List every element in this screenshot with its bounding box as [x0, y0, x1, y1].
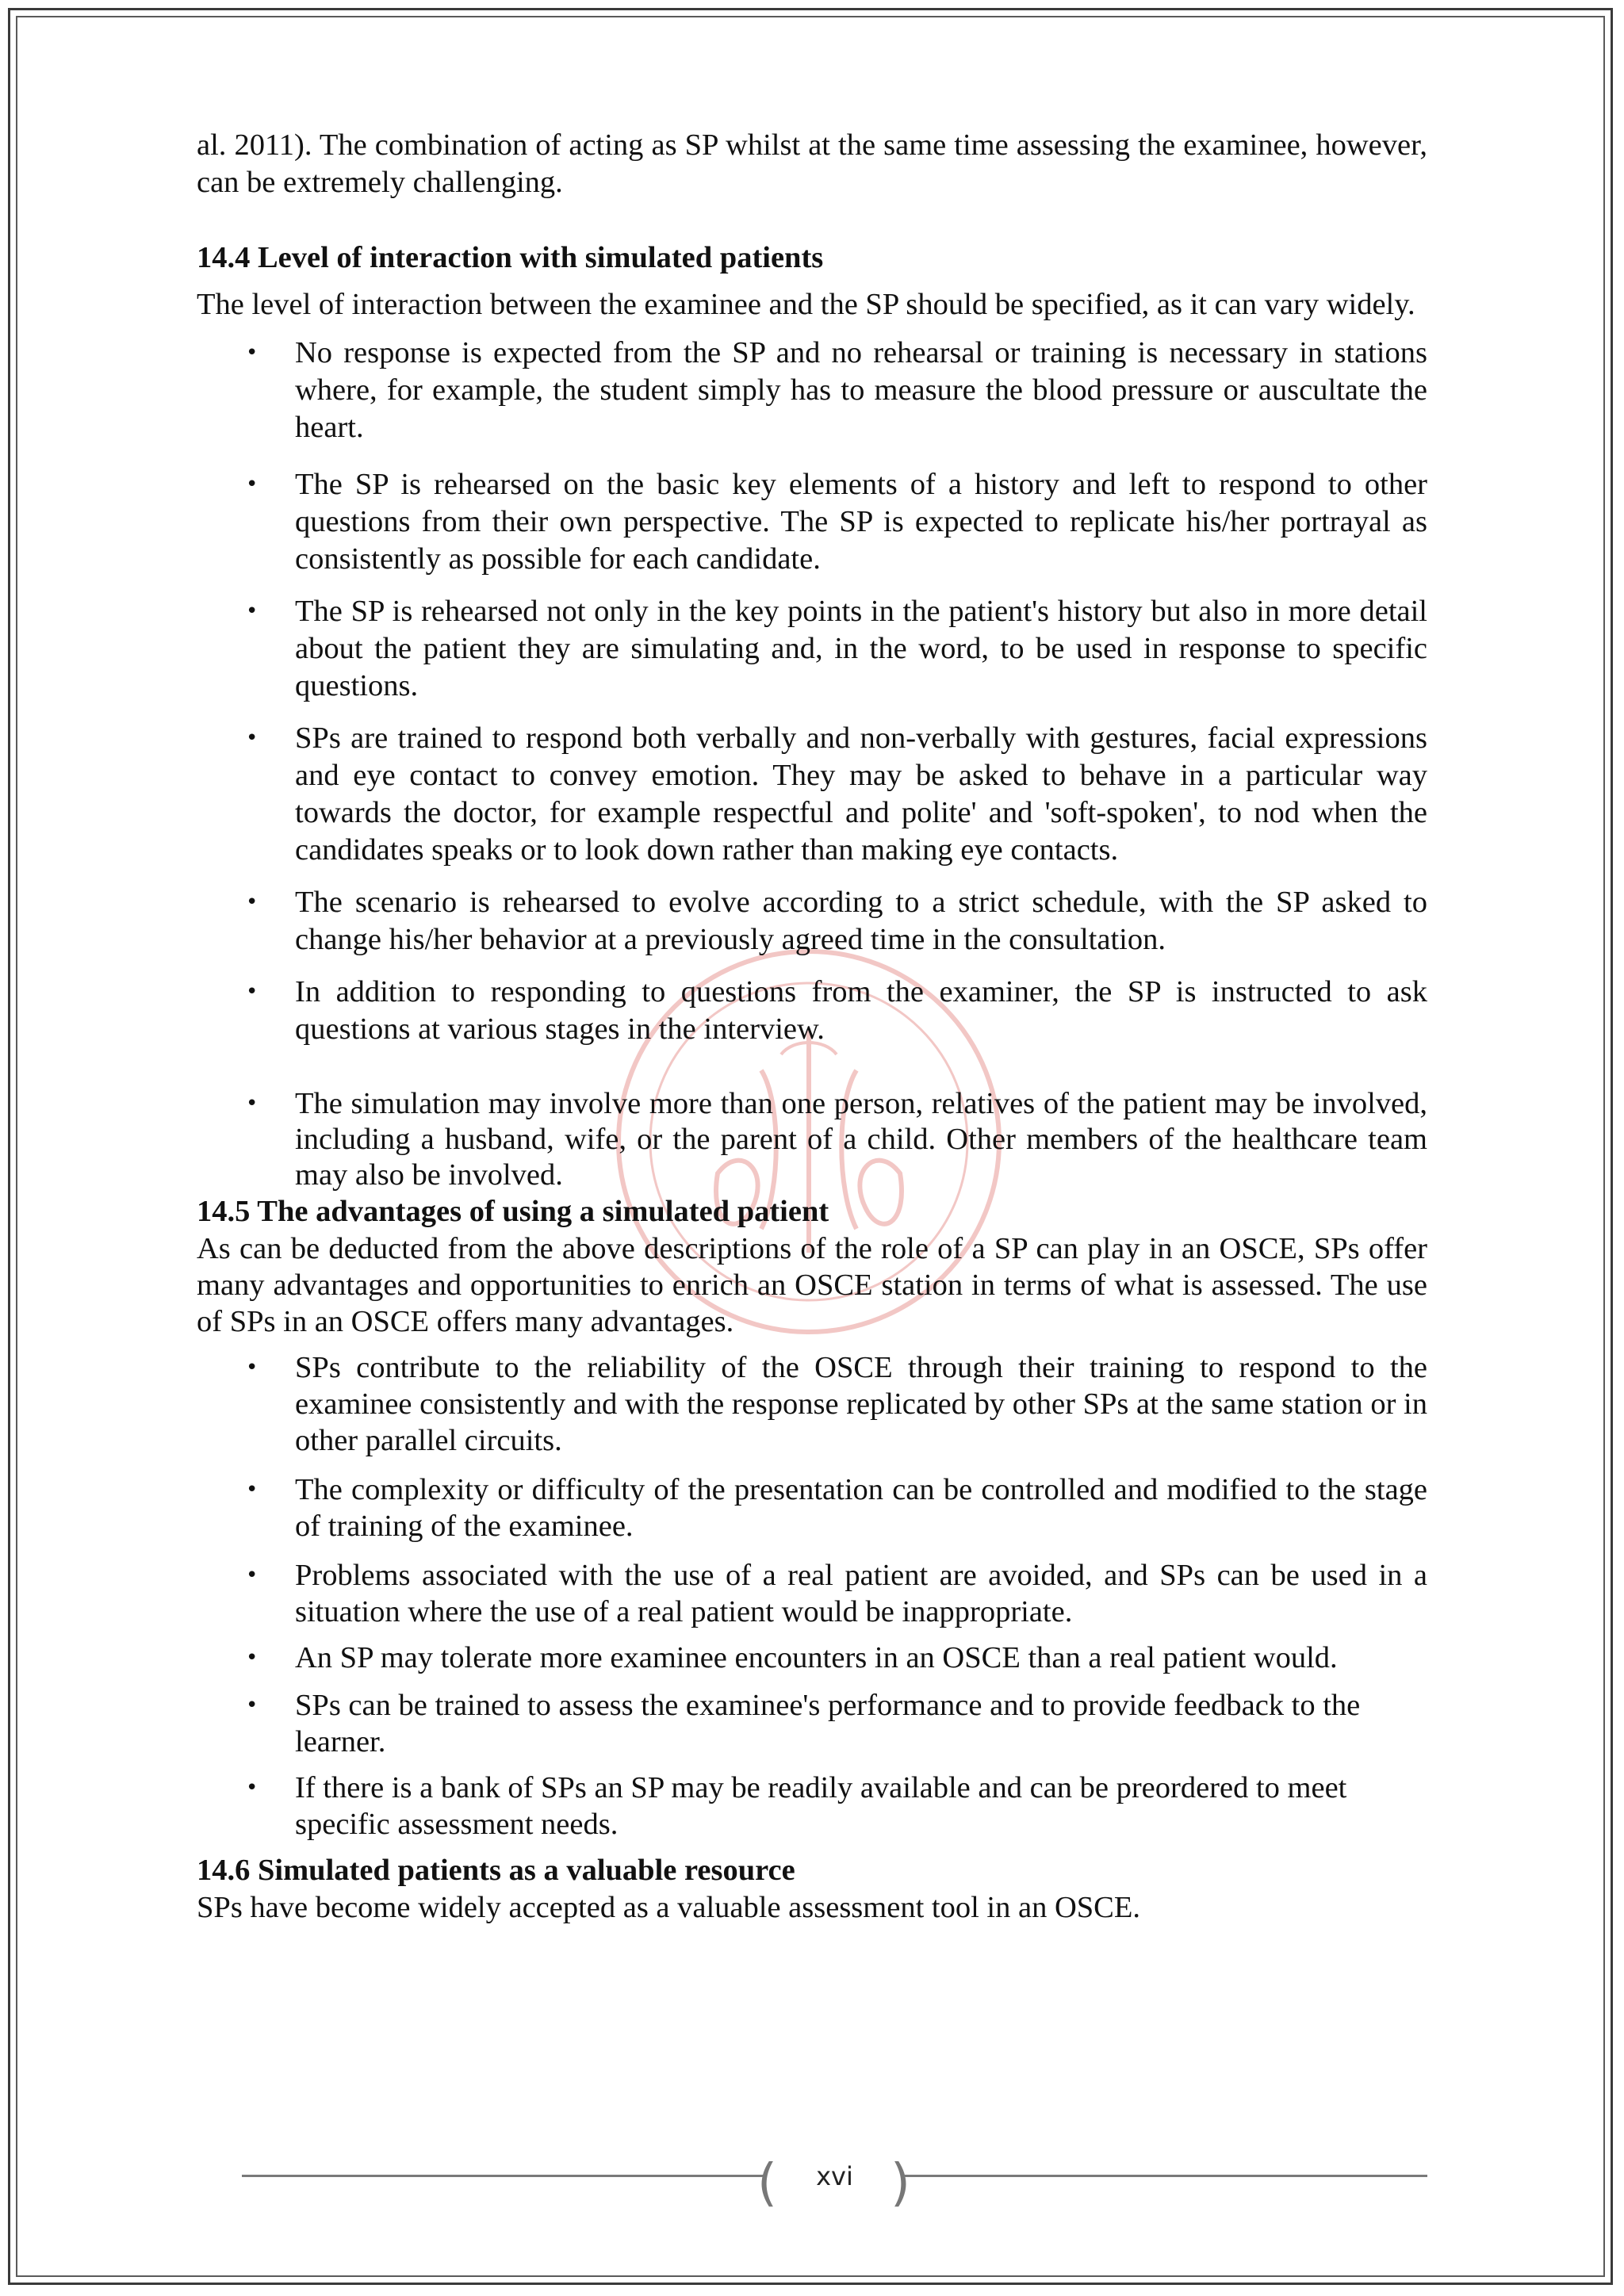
list-item-text: SPs are trained to respond both verbally and non-verbally with gestures, facial expressions and eye contact to convey emotion. They may be asked to behave in a particular way towards the doctor, for example respectful and polite' and 'soft-spoken', to nod when the candidates speaks or to look down rather than making eye contacts. — [295, 721, 1427, 867]
list-item — [197, 720, 1427, 869]
list-item-text: The complexity or difficulty of the presentation can be controlled and modified to the stage of training of the examinee. — [295, 1473, 1427, 1543]
list-item-text: The SP is rehearsed not only in the key points in the patient's history but also in more detail about the patient they are simulating and, in the word, to be used in response to specific questions. — [295, 595, 1427, 702]
intro-paragraph: al. 2011). The combination of acting as SP whilst at the same time assessing the examinee, however, can be extremely challenging. — [197, 128, 1427, 199]
section-heading-14-6: 14.6 Simulated patients as a valuable resource — [197, 1854, 795, 1887]
page-footer — [242, 2154, 1427, 2220]
bullet-icon: • — [246, 1356, 259, 1380]
bullet-icon: • — [246, 726, 259, 750]
bullet-icon: • — [246, 599, 259, 623]
bullet-icon: • — [246, 890, 259, 914]
section-14-6-paragraph: SPs have become widely accepted as a valuable assessment tool in an OSCE. — [197, 1891, 1140, 1924]
bullet-icon: • — [246, 980, 259, 1004]
bullet-icon: • — [246, 1776, 259, 1800]
footer-bracket-right: ) — [891, 2154, 910, 2213]
bullet-icon: • — [246, 1478, 259, 1502]
list-item — [197, 974, 1427, 1048]
list-item — [197, 1349, 1427, 1459]
footer-bracket-left: ( — [757, 2154, 777, 2213]
list-item-text: An SP may tolerate more examinee encounters in an OSCE than a real patient would. — [295, 1641, 1338, 1674]
list-item-text: Problems associated with the use of a real patient are avoided, and SPs can be used in a situation where the use of a real patient would be inappropriate. — [295, 1559, 1427, 1628]
section-14-5-list — [197, 1349, 1427, 1843]
document-body — [197, 127, 1427, 1927]
list-item-text: The SP is rehearsed on the basic key elements of a history and left to respond to other questions from their own perspective. The SP is expected to replicate his/her portrayal as consistently as possible for each candidate. — [295, 468, 1427, 576]
list-item-text: No response is expected from the SP and no rehearsal or training is necessary in stations where, for example, the student simply has to measure the blood pressure or auscultate the heart. — [295, 336, 1427, 444]
list-item — [197, 1770, 1427, 1843]
list-item — [197, 1687, 1427, 1760]
bullet-icon: • — [246, 1693, 259, 1717]
bullet-icon: • — [246, 473, 259, 496]
list-item-text: SPs contribute to the reliability of the OSCE through their training to respond to the examinee consistently and with the response replicated by other SPs at the same station or in other parallel circuits. — [295, 1351, 1427, 1457]
list-item-text: In addition to responding to questions from the examiner, the SP is instructed to ask questions at various stages in the interview. — [295, 975, 1427, 1046]
bullet-icon: • — [246, 1092, 259, 1115]
bullet-icon: • — [246, 1646, 259, 1670]
list-item — [197, 1640, 1427, 1676]
section-14-5-paragraph: As can be deducted from the above descriptions of the role of a SP can play in an OSCE, SPs offer many advantages and opportunities to enrich an OSCE station in terms of what is assessed. The use of SPs in an OSCE offers many advantages. — [197, 1232, 1427, 1338]
list-item — [197, 1557, 1427, 1630]
list-item-text: SPs can be trained to assess the examinee's performance and to provide feedback to the learner. — [295, 1689, 1361, 1758]
page-number: xvi — [816, 2161, 853, 2191]
section-14-4-paragraph: The level of interaction between the examinee and the SP should be specified, as it can vary widely. — [197, 288, 1415, 321]
section-14-4-list — [197, 335, 1427, 1193]
bullet-icon: • — [246, 341, 259, 365]
list-item — [197, 1471, 1427, 1544]
list-item — [197, 593, 1427, 705]
list-item-text: The scenario is rehearsed to evolve according to a strict schedule, with the SP asked to change his/her behavior at a previously agreed time in the consultation. — [295, 886, 1427, 956]
list-item-text: The simulation may involve more than one person, relatives of the patient may be involved, including a husband, wife, or the parent of a child. Other members of the healthcare team may also be involved. — [295, 1087, 1427, 1192]
footer-rule-right — [904, 2175, 1427, 2177]
list-item — [197, 466, 1427, 578]
list-item — [197, 884, 1427, 959]
list-item — [197, 335, 1427, 446]
bullet-icon: • — [246, 1563, 259, 1587]
section-heading-14-5: 14.5 The advantages of using a simulated patient — [197, 1195, 829, 1228]
list-item-text: If there is a bank of SPs an SP may be readily available and can be preordered to meet specific assessment needs. — [295, 1771, 1347, 1841]
list-item — [197, 1086, 1427, 1193]
section-heading-14-4: 14.4 Level of interaction with simulated patients — [197, 241, 824, 274]
